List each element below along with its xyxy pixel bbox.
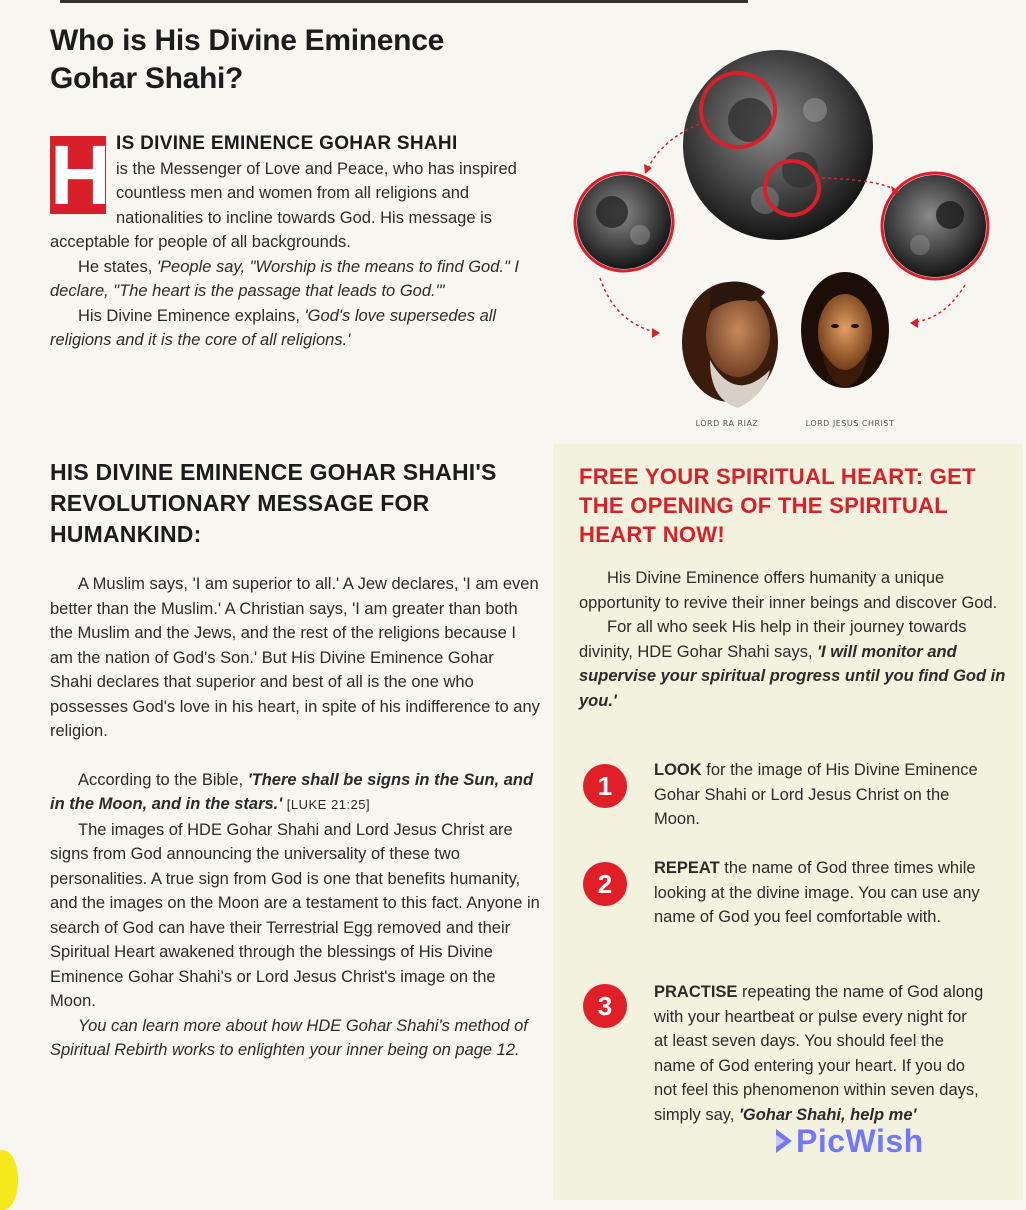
intro-lead: IS DIVINE EMINENCE GOHAR SHAHI xyxy=(116,133,458,154)
portrait-gohar-shahi xyxy=(682,281,778,408)
picwish-logo-icon xyxy=(772,1127,796,1155)
section2-body xyxy=(50,572,540,1063)
watermark: PicWish xyxy=(796,1123,924,1159)
caption-right: LORD JESUS CHRIST xyxy=(805,419,895,428)
box-intro xyxy=(579,566,1009,713)
step-number-1: 1 xyxy=(583,764,627,808)
step-1-keyword: LOOK xyxy=(654,761,702,779)
section2-p2-quote: 'There shall be signs in the Sun, and in the Moon, and in the stars.' xyxy=(50,770,534,813)
caption-left: LORD RA RIAZ xyxy=(695,419,759,428)
drop-cap: H xyxy=(50,128,111,222)
step-3-quote: 'Gohar Shahi, help me' xyxy=(738,1105,917,1124)
box-p2-text: For all who seek His help in their journey towards divinity, HDE Gohar Shahi says, xyxy=(579,618,967,661)
section2-paragraph-1: A Muslim says, 'I am superior to all.' A Jew declares, 'I am even better than the Muslim.' A Christian says, 'I am greater than both the Muslim and the Jews, and the rest of the religions because I am the nation of God's Son.' But His Divine Eminence Gohar Shahi declares that superior and best of all is the one who possesses God's love in his heart, in spite of his indifference to any religion. xyxy=(50,575,540,740)
intro-p2-quote: 'People say, "Worship is the means to find God." I declare, "The heart is the passage that leads to God."' xyxy=(50,257,520,300)
section2-heading: HIS DIVINE EMINENCE GOHAR SHAHI'S REVOLUTIONARY MESSAGE FOR HUMANKIND: xyxy=(50,459,497,547)
arrow-head-4 xyxy=(910,318,918,328)
step-1-text: for the image of His Divine Eminence Gohar Shahi or Lord Jesus Christ on the Moon. xyxy=(654,761,978,828)
moon-large xyxy=(683,50,873,240)
corner-sticker xyxy=(0,1150,18,1210)
step-3-keyword: PRACTISE xyxy=(654,983,738,1001)
box-p2-quote: 'I will monitor and supervise your spiritual progress until you find God in you.' xyxy=(579,642,1006,710)
step-3-text: repeating the name of God along with your heartbeat or pulse every night for at least seven days. You should feel the name of God entering your heart. If you do not feel this phenomenon within seven days, simply say, xyxy=(654,983,984,1124)
page-title: Who is His Divine Eminence Gohar Shahi? xyxy=(50,24,444,95)
portrait-jesus-christ xyxy=(801,272,889,388)
step-number-3: 3 xyxy=(583,984,627,1028)
arrow-head-1 xyxy=(644,164,652,174)
section2-paragraph-4: You can learn more about how HDE Gohar Shahi's method of Spiritual Rebirth works to enlighten your inner being on page 12. xyxy=(50,1016,528,1059)
step-2-keyword: REPEAT xyxy=(654,859,720,877)
section2-p2-text: According to the Bible, xyxy=(78,770,248,789)
intro-p2-text: He states, xyxy=(78,257,157,276)
intro-p3-text: His Divine Eminence explains, xyxy=(78,306,305,325)
box-heading: FREE YOUR SPIRITUAL HEART: GET THE OPENING OF THE SPIRITUAL HEART NOW! xyxy=(579,464,976,547)
section2-paragraph-3: The images of HDE Gohar Shahi and Lord Jesus Christ are signs from God announcing the universality of these two personalities. A true sign from God is one that benefits humanity, and the images on the Moon are a testament to this fact. Anyone in search of God can have their Terrestrial Egg removed and their Spiritual Heart awakened through the blessings of His Divine Eminence Gohar Shahi's or Lord Jesus Christ's image on the Moon. xyxy=(50,820,540,1010)
bible-reference: [LUKE 21:25] xyxy=(286,797,371,812)
moon-images-figure xyxy=(560,50,1010,430)
intro-section xyxy=(50,128,540,353)
moon-crop-right xyxy=(881,172,989,280)
intro-paragraph-1: is the Messenger of Love and Peace, who has inspired countless men and women from all religions and nationalities to incline towards God. His message is acceptable for people of all backgrounds. xyxy=(50,159,517,251)
top-rule xyxy=(60,0,748,3)
box-paragraph-1: His Divine Eminence offers humanity a unique opportunity to revive their inner beings and discover God. xyxy=(579,569,998,612)
step-number-2: 2 xyxy=(583,862,627,906)
step-2-text: the name of God three times while looking at the divine image. You can use any name of God you feel comfortable with. xyxy=(654,859,980,926)
spiritual-heart-box xyxy=(553,444,1023,1200)
arrow-head-3 xyxy=(652,328,660,338)
intro-p3-quote: 'God's love supersedes all religions and it is the core of all religions.' xyxy=(50,306,497,349)
moon-crop-left xyxy=(574,172,674,272)
